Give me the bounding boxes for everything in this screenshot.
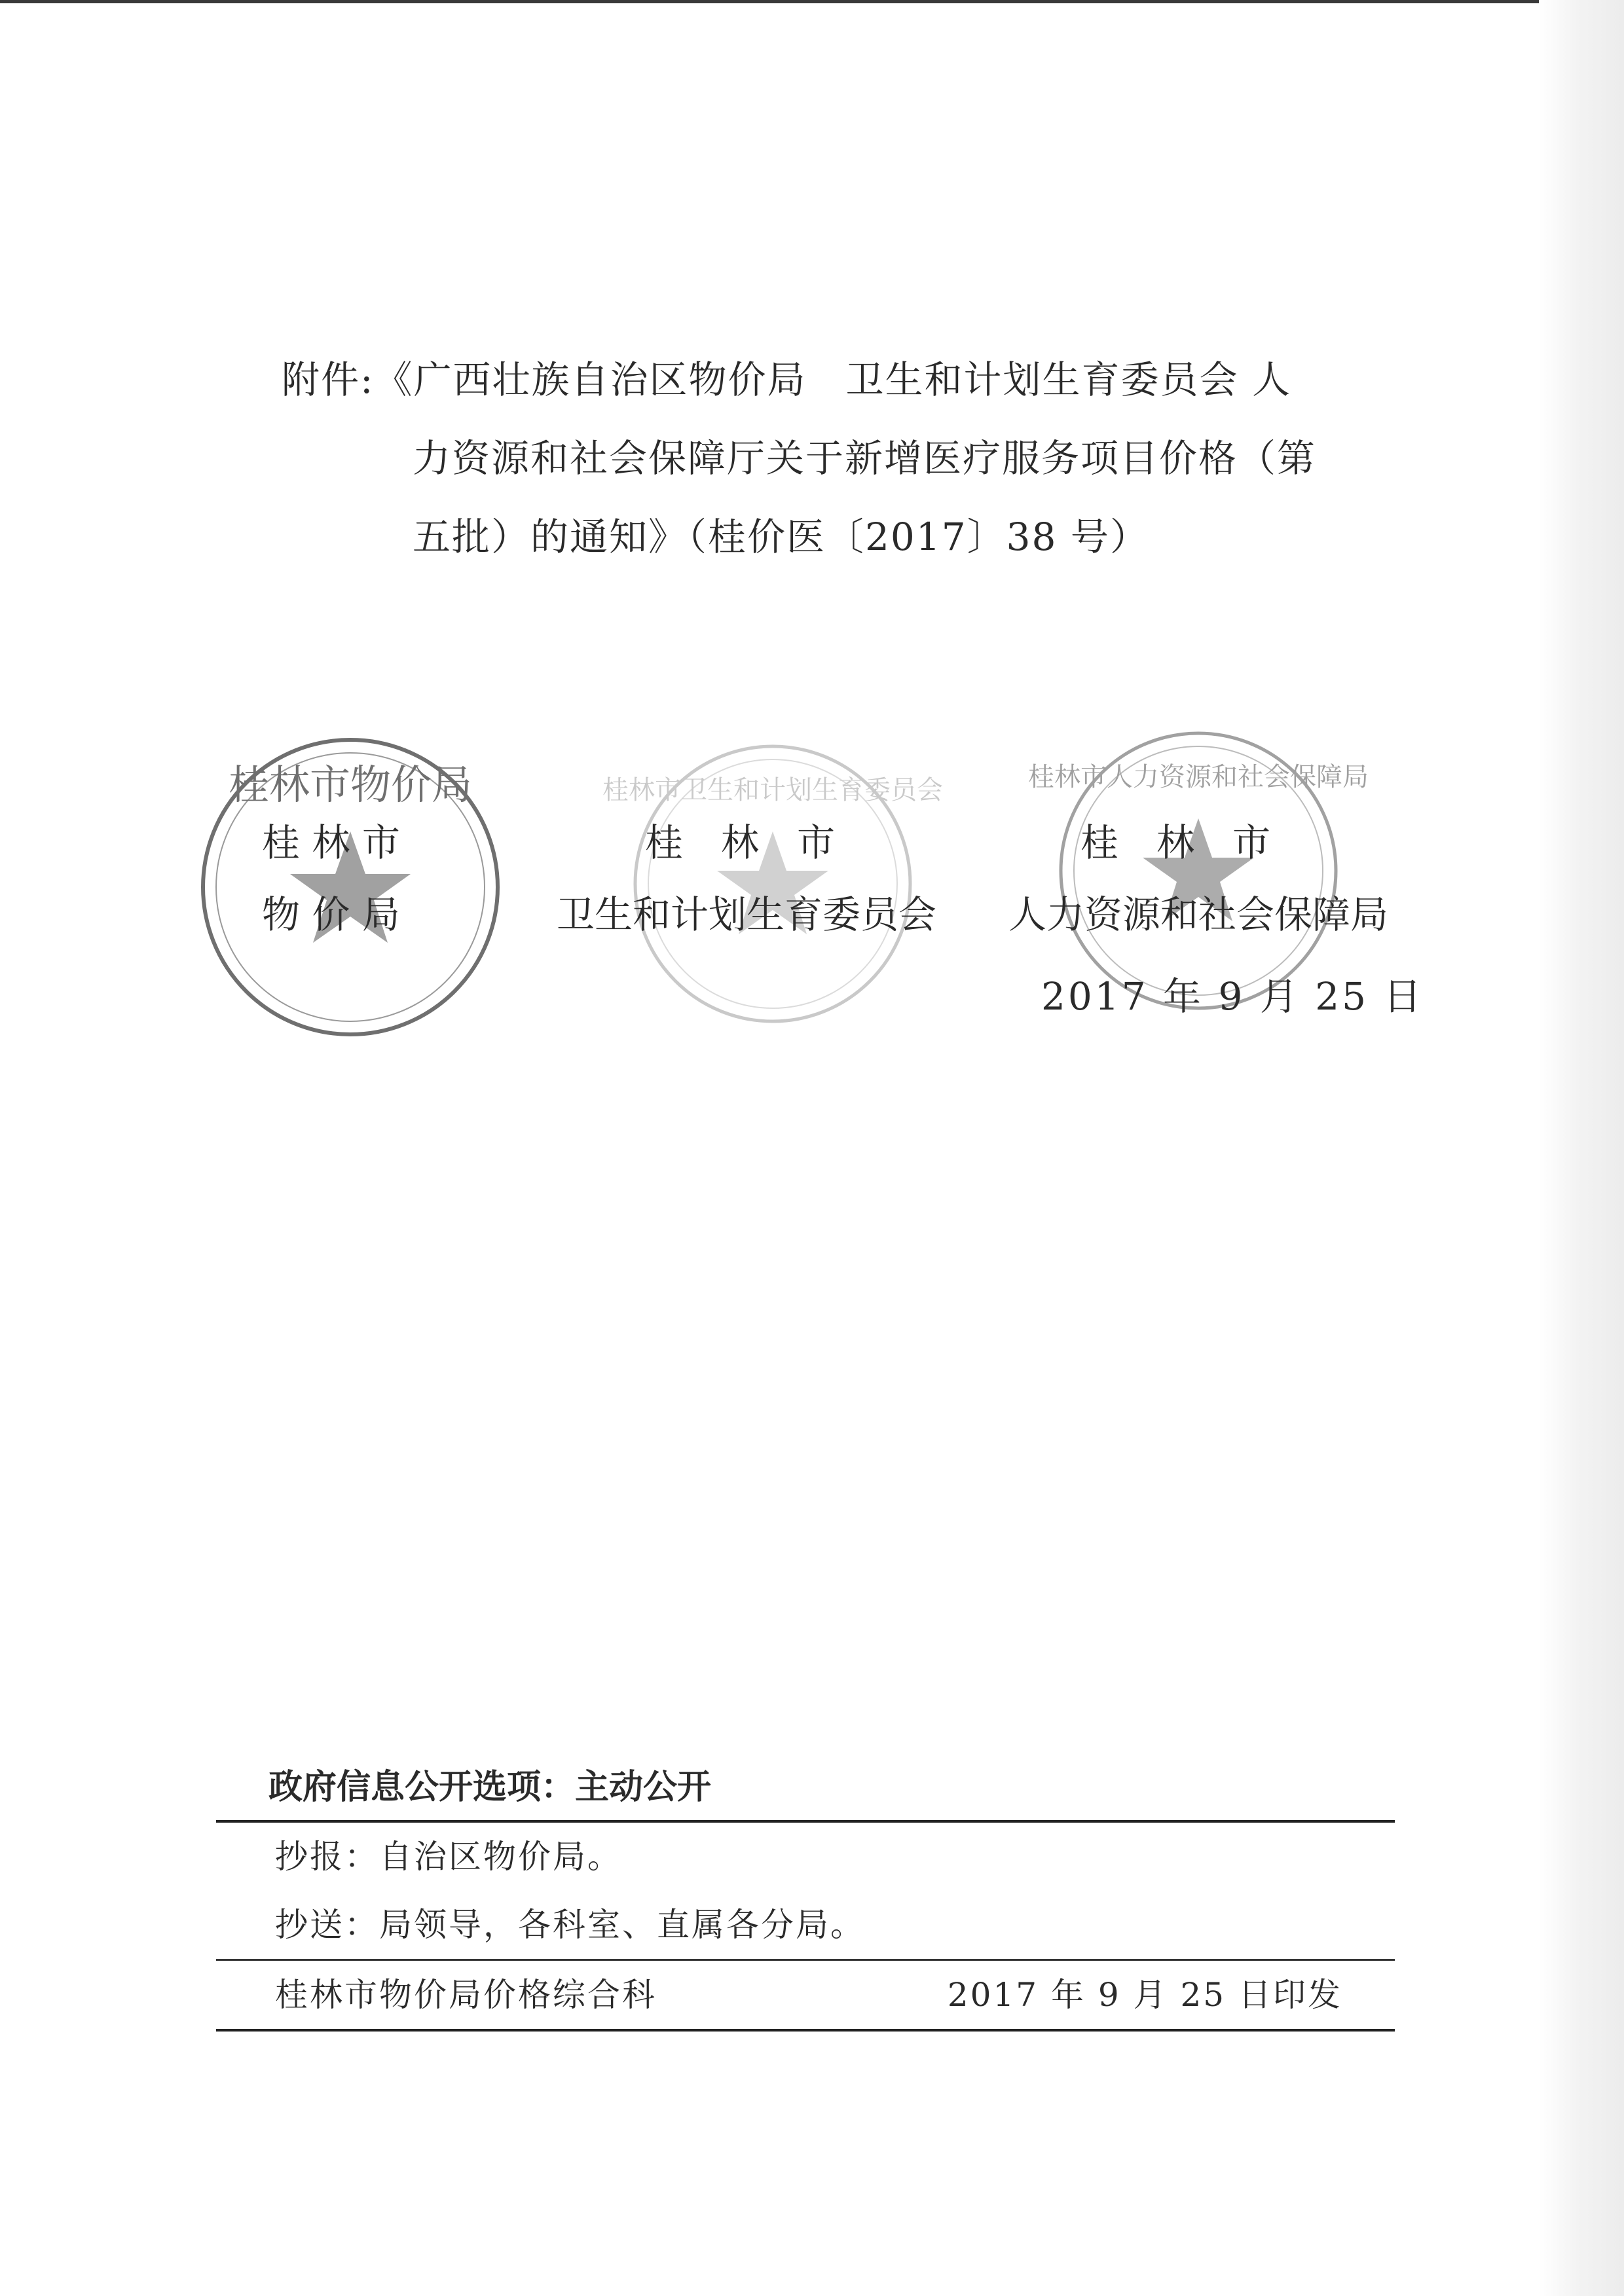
attachment-line-3: 五批）的通知》（桂价医〔2017〕38 号） <box>413 515 1149 559</box>
signer-3-line2: 人力资源和社会保障局 <box>1008 892 1389 937</box>
cc-line: 抄送：局领导，各科室、直属各分局。 <box>275 1906 865 1944</box>
disclosure-option: 政府信息公开选项：主动公开 <box>268 1768 712 1807</box>
issue-date: 2017 年 9 月 25 日印发 <box>947 1976 1342 2014</box>
document-footer <box>216 1755 1395 2032</box>
report-to-line: 抄报：自治区物价局。 <box>275 1838 622 1876</box>
attachment-line-1: 附件:《广西壮族自治区物价局 卫生和计划生育委员会 人 <box>282 357 1291 402</box>
scan-edge-top <box>0 0 1624 3</box>
signer-1-line2: 物 价 局 <box>262 892 400 937</box>
issuer-row <box>216 1961 1395 2029</box>
seal-3-text: 桂林市人力资源和社会保障局 <box>1028 762 1369 792</box>
seal-1-text: 桂林市物价局 <box>228 761 473 809</box>
signer-2-line2: 卫生和计划生育委员会 <box>557 892 937 937</box>
signer-2-line1: 桂 林 市 <box>645 820 836 865</box>
issuer: 桂林市物价局价格综合科 <box>275 1976 657 2014</box>
signature-area <box>0 720 1624 1061</box>
attachment-line-2: 力资源和社会保障厅关于新增医疗服务项目价格（第 <box>413 436 1317 481</box>
sign-date: 2017 年 9 月 25 日 <box>1041 974 1424 1019</box>
signer-1-line1: 桂 林 市 <box>262 820 400 865</box>
attachment-block <box>282 340 1395 576</box>
signer-3-line1: 桂 林 市 <box>1080 820 1271 865</box>
scan-edge-right <box>1539 0 1624 2296</box>
seal-2-text: 桂林市卫生和计划生育委员会 <box>602 775 943 805</box>
footer-rule-bottom <box>216 2029 1395 2032</box>
